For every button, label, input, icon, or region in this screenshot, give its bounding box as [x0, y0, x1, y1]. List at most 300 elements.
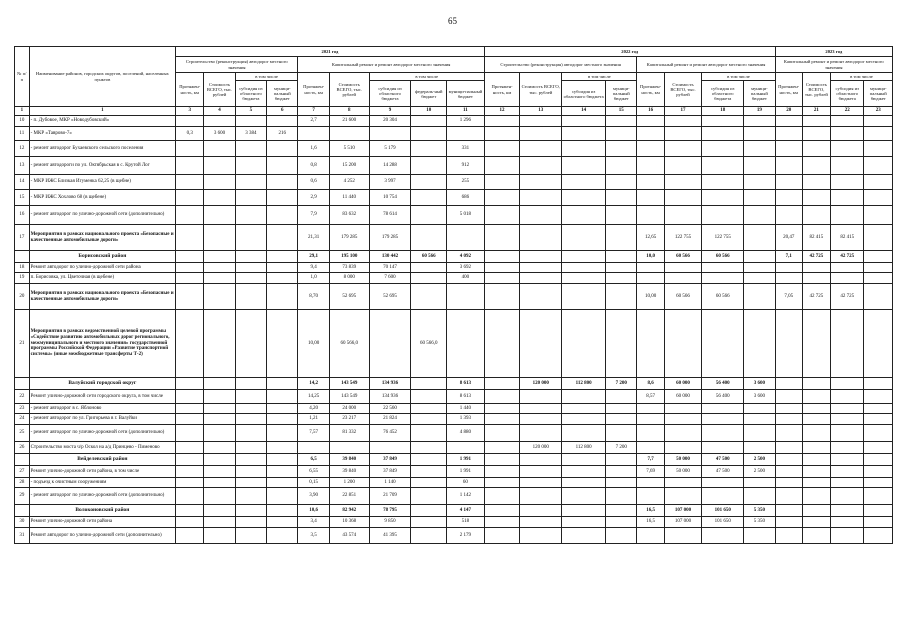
- table-cell: 9,4: [298, 263, 329, 273]
- table-cell: [267, 528, 298, 544]
- table-cell: [831, 425, 864, 442]
- column-number: 9: [369, 107, 411, 116]
- table-cell: 14,25: [298, 390, 329, 404]
- table-cell: [484, 190, 520, 206]
- table-cell: [411, 404, 447, 414]
- table-cell: [204, 284, 235, 310]
- table-cell: [637, 478, 664, 488]
- table-cell: [298, 127, 329, 141]
- header-cost: Стоимость ВСЕГО, тыс. рублей: [664, 73, 702, 107]
- column-number: 5: [235, 107, 266, 116]
- table-cell: 3,90: [298, 488, 329, 505]
- table-cell: [484, 263, 520, 273]
- table-cell: 5 350: [744, 505, 775, 517]
- table-cell: [484, 466, 520, 478]
- table-cell: [606, 127, 637, 141]
- table-cell: [176, 478, 204, 488]
- row-name: Мероприятия в рамках национального проекта «Безопасные и качественные автомобильные дороги»: [29, 225, 175, 251]
- table-cell: [411, 528, 447, 544]
- header-municipal: муници-пальный бюджет: [606, 81, 637, 107]
- row-number: 10: [15, 116, 30, 127]
- table-cell: 7,9: [298, 206, 329, 225]
- table-cell: [176, 190, 204, 206]
- header-construct-2022: Строительство (реконструкция) автодорог местного значения: [484, 57, 637, 73]
- table-cell: 5 350: [744, 517, 775, 528]
- table-cell: 12,65: [637, 225, 664, 251]
- table-cell: 5 510: [329, 141, 369, 157]
- row-name: Строительство моста ч/р Оскол на а/д Принцево - Пименово: [29, 442, 175, 454]
- table-cell: [484, 454, 520, 466]
- table-cell: [411, 454, 447, 466]
- table-cell: [831, 263, 864, 273]
- table-cell: [831, 442, 864, 454]
- table-cell: [520, 263, 562, 273]
- table-cell: [864, 157, 893, 175]
- table-cell: [637, 190, 664, 206]
- table-cell: [775, 157, 802, 175]
- table-cell: [606, 404, 637, 414]
- table-row: [15, 273, 893, 284]
- table-cell: [664, 414, 702, 425]
- table-cell: [702, 175, 744, 190]
- table-cell: [702, 425, 744, 442]
- table-cell: [664, 273, 702, 284]
- table-cell: [664, 310, 702, 378]
- table-cell: [744, 414, 775, 425]
- table-cell: [775, 454, 802, 466]
- table-cell: [267, 225, 298, 251]
- table-cell: [411, 478, 447, 488]
- table-cell: [606, 390, 637, 404]
- table-cell: [447, 225, 485, 251]
- table-cell: [484, 390, 520, 404]
- table-cell: 60 566: [664, 251, 702, 263]
- table-cell: 60 000: [664, 378, 702, 390]
- table-cell: 686: [447, 190, 485, 206]
- table-cell: [802, 404, 830, 414]
- table-cell: [235, 141, 266, 157]
- table-cell: [637, 528, 664, 544]
- table-cell: 70 147: [369, 263, 411, 273]
- data-table: [14, 46, 893, 544]
- table-row: [15, 528, 893, 544]
- table-cell: 8,70: [298, 284, 329, 310]
- table-cell: [447, 284, 485, 310]
- table-cell: [775, 425, 802, 442]
- table-cell: [562, 263, 606, 273]
- table-cell: [864, 190, 893, 206]
- table-cell: [775, 466, 802, 478]
- table-cell: [702, 263, 744, 273]
- table-cell: 21 709: [369, 488, 411, 505]
- table-cell: 8,6: [637, 378, 664, 390]
- table-cell: [802, 442, 830, 454]
- table-cell: [802, 390, 830, 404]
- table-cell: [176, 273, 204, 284]
- table-cell: 76 452: [369, 425, 411, 442]
- table-cell: [802, 116, 830, 127]
- table-cell: 143 549: [329, 378, 369, 390]
- table-cell: 10 368: [329, 517, 369, 528]
- table-cell: [267, 425, 298, 442]
- row-number: 18: [15, 263, 30, 273]
- table-cell: [204, 273, 235, 284]
- table-cell: [520, 190, 562, 206]
- table-cell: [802, 466, 830, 478]
- table-cell: 1 991: [447, 454, 485, 466]
- table-cell: 120 000: [520, 378, 562, 390]
- table-cell: [176, 116, 204, 127]
- table-cell: 60: [447, 478, 485, 488]
- table-cell: [411, 225, 447, 251]
- table-cell: [411, 175, 447, 190]
- row-number: 30: [15, 517, 30, 528]
- row-name: - МКР «Таврово-7»: [29, 127, 175, 141]
- table-cell: [235, 206, 266, 225]
- table-cell: 16,5: [637, 505, 664, 517]
- table-cell: [329, 442, 369, 454]
- table-cell: [204, 190, 235, 206]
- table-cell: [775, 378, 802, 390]
- table-cell: [775, 414, 802, 425]
- table-cell: 1 991: [447, 466, 485, 478]
- table-cell: [176, 310, 204, 378]
- table-cell: [744, 157, 775, 175]
- table-cell: [369, 310, 411, 378]
- table-cell: [864, 116, 893, 127]
- header-length: Протяжен-ность, км: [775, 73, 802, 107]
- header-year-2022: 2022 год: [484, 47, 775, 57]
- table-cell: 14 288: [369, 157, 411, 175]
- table-cell: [831, 466, 864, 478]
- row-name: Ремонт улично-дорожной сети района: [29, 517, 175, 528]
- header-construct-2021: Строительство (реконструкция) автодорог местного значения: [176, 57, 298, 73]
- table-cell: [664, 157, 702, 175]
- table-cell: [204, 251, 235, 263]
- table-cell: [520, 466, 562, 478]
- table-cell: [775, 310, 802, 378]
- row-number: 17: [15, 225, 30, 251]
- table-cell: [744, 425, 775, 442]
- column-number: 16: [637, 107, 664, 116]
- table-cell: [329, 127, 369, 141]
- table-cell: [298, 442, 329, 454]
- table-cell: [562, 528, 606, 544]
- table-cell: [702, 116, 744, 127]
- table-cell: [176, 528, 204, 544]
- table-cell: [664, 127, 702, 141]
- table-cell: [562, 206, 606, 225]
- table-cell: [802, 310, 830, 378]
- table-cell: 3 600: [744, 390, 775, 404]
- table-cell: [176, 390, 204, 404]
- table-cell: [664, 263, 702, 273]
- table-cell: 60 566,0: [411, 310, 447, 378]
- table-cell: 122 755: [664, 225, 702, 251]
- table-cell: [664, 478, 702, 488]
- table-cell: [484, 310, 520, 378]
- table-cell: 101 650: [702, 505, 744, 517]
- column-number-row: [15, 107, 893, 116]
- table-cell: [637, 263, 664, 273]
- table-cell: [562, 488, 606, 505]
- table-cell: [637, 488, 664, 505]
- table-cell: [411, 273, 447, 284]
- table-cell: [744, 442, 775, 454]
- table-cell: 195 100: [329, 251, 369, 263]
- table-cell: [204, 378, 235, 390]
- table-cell: [484, 425, 520, 442]
- header-length: Протяжен-ность, км: [298, 73, 329, 107]
- table-cell: [447, 310, 485, 378]
- table-row: [15, 225, 893, 251]
- table-cell: 9 850: [369, 517, 411, 528]
- row-name: Ремонт автодорог по улично-дорожной сети района: [29, 263, 175, 273]
- table-cell: [267, 488, 298, 505]
- table-cell: [411, 425, 447, 442]
- table-cell: 1 200: [329, 478, 369, 488]
- table-cell: 24 000: [329, 404, 369, 414]
- table-cell: [831, 488, 864, 505]
- row-name: Мероприятия в рамках национального проекта «Безопасные и качественные автомобильные дороги»: [29, 284, 175, 310]
- table-cell: [520, 404, 562, 414]
- table-cell: [176, 263, 204, 273]
- table-cell: [176, 517, 204, 528]
- table-cell: [235, 488, 266, 505]
- table-cell: [637, 175, 664, 190]
- table-cell: 37 849: [369, 454, 411, 466]
- table-cell: 50 000: [664, 466, 702, 478]
- table-cell: 3,4: [298, 517, 329, 528]
- table-row: [15, 127, 893, 141]
- row-number: 27: [15, 466, 30, 478]
- section-name: Валуйский городской округ: [29, 378, 175, 390]
- table-cell: 56 400: [702, 390, 744, 404]
- row-name: Ремонт улично-дорожной сети района, в том числе: [29, 466, 175, 478]
- row-name: - ремонт автодорог Бухаевского сельского поселения: [29, 141, 175, 157]
- row-number: 11: [15, 127, 30, 141]
- table-cell: [369, 442, 411, 454]
- header-year-2021: 2021 год: [176, 47, 485, 57]
- table-cell: [562, 116, 606, 127]
- table-cell: [520, 310, 562, 378]
- table-cell: [831, 378, 864, 390]
- table-cell: [235, 517, 266, 528]
- table-cell: 82 942: [329, 505, 369, 517]
- row-number: 16: [15, 206, 30, 225]
- table-cell: 122 755: [702, 225, 744, 251]
- table-cell: [775, 404, 802, 414]
- table-cell: 3 997: [369, 175, 411, 190]
- table-cell: [744, 310, 775, 378]
- table-cell: [864, 404, 893, 414]
- table-cell: [484, 127, 520, 141]
- table-cell: [204, 488, 235, 505]
- table-cell: [702, 414, 744, 425]
- header-municipal: муници-пальный бюджет: [864, 81, 893, 107]
- table-cell: 2,7: [298, 116, 329, 127]
- table-cell: [664, 528, 702, 544]
- table-cell: [864, 454, 893, 466]
- table-cell: [744, 528, 775, 544]
- table-cell: 60 000: [664, 390, 702, 404]
- table-cell: [744, 175, 775, 190]
- table-cell: [606, 454, 637, 466]
- table-cell: [204, 517, 235, 528]
- table-cell: 216: [267, 127, 298, 141]
- table-cell: [702, 157, 744, 175]
- table-cell: [637, 141, 664, 157]
- row-number: 22: [15, 390, 30, 404]
- table-cell: [176, 225, 204, 251]
- header-capital-2022: Капитальный ремонт и ремонт автодорог местного значения: [637, 57, 775, 73]
- table-cell: [802, 505, 830, 517]
- header-length: Протяжен-ность, км: [176, 73, 204, 107]
- table-cell: 10 754: [369, 190, 411, 206]
- table-cell: [235, 404, 266, 414]
- table-cell: [802, 488, 830, 505]
- column-number: 13: [520, 107, 562, 116]
- table-cell: 4 092: [447, 251, 485, 263]
- table-cell: 0,6: [298, 175, 329, 190]
- table-cell: 101 650: [702, 517, 744, 528]
- table-cell: [484, 517, 520, 528]
- table-cell: [606, 157, 637, 175]
- table-cell: 7,7: [637, 454, 664, 466]
- table-cell: 78 795: [369, 505, 411, 517]
- table-cell: [744, 190, 775, 206]
- table-cell: 8 000: [329, 273, 369, 284]
- table-cell: [235, 528, 266, 544]
- table-cell: 83 632: [329, 206, 369, 225]
- table-cell: [176, 206, 204, 225]
- table-cell: [637, 273, 664, 284]
- table-cell: 7,69: [637, 466, 664, 478]
- table-cell: [235, 175, 266, 190]
- row-number: 20: [15, 284, 30, 310]
- table-cell: [775, 116, 802, 127]
- table-row: [15, 190, 893, 206]
- table-cell: 107 000: [664, 505, 702, 517]
- table-cell: [235, 454, 266, 466]
- table-cell: [775, 263, 802, 273]
- table-cell: 10,6: [298, 505, 329, 517]
- table-cell: [267, 206, 298, 225]
- table-cell: [831, 206, 864, 225]
- table-cell: [637, 442, 664, 454]
- table-cell: [606, 425, 637, 442]
- header-federal: федераль-ный бюджет: [411, 81, 447, 107]
- table-cell: [562, 251, 606, 263]
- row-number: [15, 251, 30, 263]
- table-cell: [204, 466, 235, 478]
- column-number: 15: [606, 107, 637, 116]
- row-number: 31: [15, 528, 30, 544]
- table-cell: 60 566: [702, 251, 744, 263]
- table-cell: [637, 414, 664, 425]
- table-cell: [744, 488, 775, 505]
- table-cell: [484, 206, 520, 225]
- table-cell: [176, 404, 204, 414]
- header-length: Протяжен-ность, км: [637, 73, 664, 107]
- table-cell: 4,20: [298, 404, 329, 414]
- table-cell: [802, 517, 830, 528]
- table-cell: 1,0: [298, 273, 329, 284]
- table-cell: [235, 284, 266, 310]
- table-cell: [267, 505, 298, 517]
- table-row: [15, 466, 893, 478]
- table-row: [15, 488, 893, 505]
- table-cell: [204, 390, 235, 404]
- table-cell: [864, 466, 893, 478]
- table-cell: [411, 442, 447, 454]
- table-cell: [176, 141, 204, 157]
- page-number: 65: [448, 16, 457, 26]
- row-name: Ремонт улично-дорожной сети городского округа, в том числе: [29, 390, 175, 404]
- table-cell: [864, 390, 893, 404]
- table-cell: [484, 442, 520, 454]
- column-number: 17: [664, 107, 702, 116]
- table-row: [15, 310, 893, 378]
- table-cell: 7 200: [606, 378, 637, 390]
- table-cell: [235, 116, 266, 127]
- table-cell: 47 500: [702, 454, 744, 466]
- table-cell: [702, 141, 744, 157]
- table-cell: [775, 141, 802, 157]
- row-number: 19: [15, 273, 30, 284]
- table-cell: [411, 466, 447, 478]
- table-cell: [606, 528, 637, 544]
- table-cell: 1,6: [298, 141, 329, 157]
- table-cell: 3 384: [235, 127, 266, 141]
- column-number: 22: [831, 107, 864, 116]
- table-cell: [664, 442, 702, 454]
- table-cell: [235, 157, 266, 175]
- table-row: [15, 442, 893, 454]
- row-name: - ремонт автодорог по улично-дорожной сети (дополнительно): [29, 425, 175, 442]
- table-cell: [802, 273, 830, 284]
- table-row: [15, 157, 893, 175]
- row-number: 23: [15, 404, 30, 414]
- table-cell: 22 560: [369, 404, 411, 414]
- row-number: 12: [15, 141, 30, 157]
- table-cell: 6,5: [298, 454, 329, 466]
- row-name: - ремонт автодорог в с. Яблоново: [29, 404, 175, 414]
- section-name: Вейделевский район: [29, 454, 175, 466]
- table-cell: [484, 478, 520, 488]
- table-cell: [702, 528, 744, 544]
- table-cell: 56 400: [702, 378, 744, 390]
- table-cell: 10,00: [298, 310, 329, 378]
- header-cost: Стоимость ВСЕГО, тыс. рублей: [329, 73, 369, 107]
- table-cell: 20,47: [775, 225, 802, 251]
- table-cell: 5 179: [369, 141, 411, 157]
- table-cell: [562, 466, 606, 478]
- row-name: - ремонт автодорог по ул. Григорьева в г. Валуйки: [29, 414, 175, 425]
- column-number: 8: [329, 107, 369, 116]
- table-cell: 22 851: [329, 488, 369, 505]
- table-cell: [484, 141, 520, 157]
- header-capital-2021: Капитальный ремонт и ремонт автодорог местного значения: [298, 57, 484, 73]
- table-cell: [744, 116, 775, 127]
- table-cell: [744, 251, 775, 263]
- table-cell: [235, 425, 266, 442]
- table-cell: [744, 127, 775, 141]
- table-cell: [520, 488, 562, 505]
- table-cell: [831, 528, 864, 544]
- row-name: - подъезд к очистным сооружениям: [29, 478, 175, 488]
- table-cell: [176, 505, 204, 517]
